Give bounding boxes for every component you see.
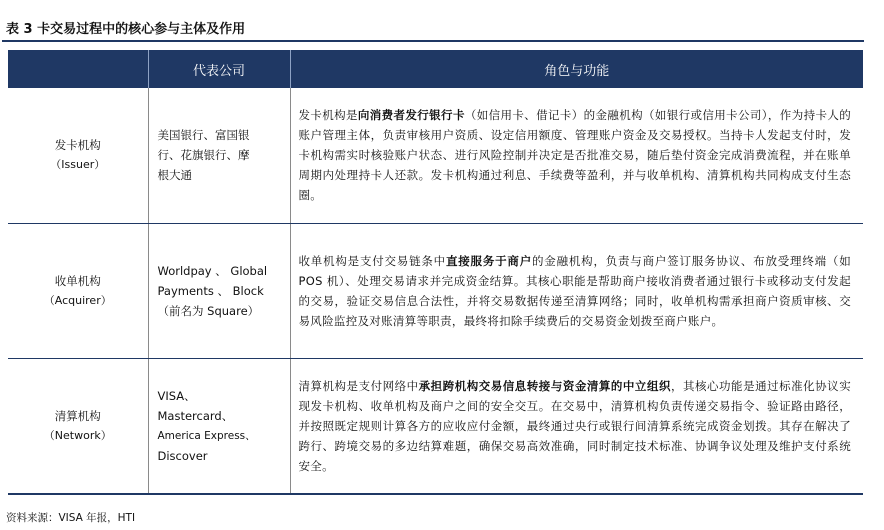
- company-line: America Express、: [157, 429, 256, 442]
- header-companies: 代表公司: [148, 50, 290, 88]
- table-row: [8, 358, 863, 494]
- companies-cell: [148, 88, 290, 223]
- desc-text: ，其核心功能是通过标准化协议实现发卡机构、收单机构及商户之间的安全交互。在交易中，清算机构负责传递交易指令、验证路由路径，并按照既定规则计算各方的应收应付金额，最终通过央行或银行间清算系统完成资金划拨。其存在解决了跨行、跨境交易的多边结算难题，确保交易高效准确，同时制定技术标准、协调争议处理及维护支付系统安全。: [298, 378, 851, 473]
- company-line: Discover: [157, 448, 208, 463]
- company-line: （前名为 Square）: [157, 303, 260, 318]
- role-name: 发卡机构: [54, 138, 101, 153]
- companies-cell: [148, 358, 290, 494]
- desc-text: 清算机构是支付网络中: [298, 378, 419, 393]
- role-cell: [8, 223, 148, 358]
- table-header-row: [8, 50, 863, 88]
- company-line: VISA、: [157, 388, 196, 403]
- role-cell: [8, 88, 148, 223]
- role-english: （Network）: [43, 428, 112, 442]
- company-line: Mastercard、: [157, 408, 234, 423]
- description-cell: [290, 223, 863, 358]
- participants-table: [8, 50, 863, 495]
- desc-text: 的金融机构，负责与商户签订服务协议、布放受理终端（如 POS 机）、处理交易请求并完成资金结算。其核心职能是帮助商户接收消费者通过银行卡或移动支付发起的交易，验证交易信息合法性，并将交易数据传递至清算网络；同时，收单机构需承担商户资质审核、交易风险监控及对账清算等职责，最终将扣除手续费后的交易资金划拨至商户账户。: [298, 253, 852, 328]
- description-cell: [290, 88, 863, 223]
- description-cell: [290, 358, 863, 494]
- company-line: 根大通: [157, 168, 192, 183]
- desc-highlight: 直接服务于商户: [445, 253, 532, 268]
- title-divider: [2, 40, 864, 42]
- table-row: [8, 88, 863, 223]
- desc-highlight: 承担跨机构交易信息转接与资金清算的中立组织: [418, 378, 671, 393]
- company-line: Worldpay 、 Global: [157, 263, 268, 278]
- header-blank: [8, 50, 148, 88]
- desc-text: （如信用卡、借记卡）的金融机构（如银行或信用卡公司），作为持卡人的账户管理主体，负责审核用户资质、设定信用额度、管理账户资金及交易授权。当持卡人发起支付时，发卡机构需实时核验账户状态、进行风险控制并决定是否批准交易，随后垫付资金完成消费流程，并在账单周期内处理持卡人还款。发卡机构通过利息、手续费等盈利，并与收单机构、清算机构共同构成支付生态圈。: [298, 108, 852, 203]
- desc-text: 收单机构是支付交易链条中: [298, 253, 446, 268]
- desc-text: 发卡机构是: [298, 108, 358, 123]
- company-line: 行、花旗银行、摩: [157, 148, 250, 163]
- role-name: 清算机构: [54, 408, 101, 423]
- role-cell: [8, 358, 148, 494]
- company-line: 美国银行、富国银: [157, 128, 250, 143]
- role-english: （Issuer）: [50, 158, 106, 172]
- desc-highlight: 向消费者发行银行卡: [357, 108, 465, 123]
- table-title: 表 3 卡交易过程中的核心参与主体及作用: [6, 22, 246, 37]
- source-note: 资料来源：VISA 年报，HTI: [6, 512, 136, 524]
- company-line: Payments 、 Block: [157, 283, 264, 298]
- companies-cell: [148, 223, 290, 358]
- role-english: （Acquirer）: [43, 293, 112, 307]
- role-name: 收单机构: [54, 273, 101, 288]
- table-row: [8, 223, 863, 358]
- header-role-function: 角色与功能: [290, 50, 863, 88]
